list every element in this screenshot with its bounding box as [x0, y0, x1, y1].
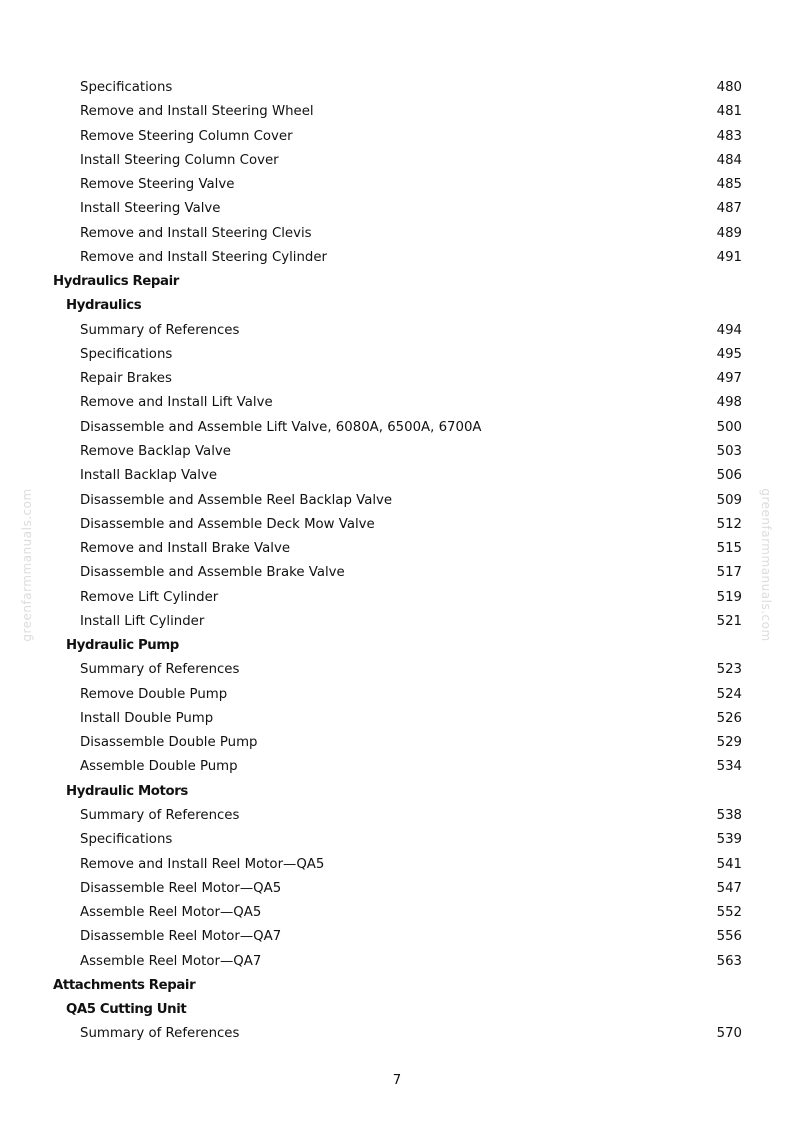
toc-entry-title: Remove and Install Reel Motor—QA5	[80, 856, 325, 872]
toc-entry-page: 524	[716, 686, 742, 702]
toc-entry[interactable]	[0, 197, 794, 221]
toc-entry-title: Attachments Repair	[53, 977, 196, 993]
toc-entry-title: Hydraulic Pump	[66, 638, 179, 654]
toc-entry[interactable]	[0, 683, 794, 707]
toc-entry[interactable]	[0, 561, 794, 585]
toc-entry[interactable]	[0, 319, 794, 343]
toc-entry-title: Disassemble and Assemble Lift Valve, 6080A, 6500A, 6700A	[80, 419, 482, 435]
toc-entry[interactable]	[0, 149, 794, 173]
table-of-contents	[0, 76, 794, 1047]
toc-entry-title: Install Lift Cylinder	[80, 613, 205, 629]
toc-entry[interactable]	[0, 1022, 794, 1046]
toc-entry[interactable]	[0, 658, 794, 682]
toc-entry[interactable]	[0, 367, 794, 391]
toc-subsection-heading[interactable]	[0, 998, 794, 1022]
toc-entry-page: 547	[716, 880, 742, 896]
toc-entry-page: 529	[716, 735, 742, 751]
toc-entry-page: 498	[716, 395, 742, 411]
toc-entry-page: 512	[716, 516, 742, 532]
toc-entry-page: 500	[716, 419, 742, 435]
toc-entry-title: Install Backlap Valve	[80, 468, 218, 484]
toc-entry-title: Remove Steering Column Cover	[80, 128, 293, 144]
toc-entry[interactable]	[0, 853, 794, 877]
toc-entry-page: 523	[716, 662, 742, 678]
toc-entry-title: Install Steering Valve	[80, 201, 221, 217]
toc-entry-title: Specifications	[80, 346, 173, 362]
toc-entry[interactable]	[0, 513, 794, 537]
toc-entry-title: Install Double Pump	[80, 710, 214, 726]
toc-entry-page: 519	[716, 589, 742, 605]
toc-entry-page: 534	[716, 759, 742, 775]
toc-entry[interactable]	[0, 901, 794, 925]
toc-entry-title: Assemble Reel Motor—QA5	[80, 905, 262, 921]
toc-entry-title: Hydraulics	[66, 298, 142, 314]
toc-entry-page: 541	[716, 856, 742, 872]
toc-entry-page: 521	[716, 613, 742, 629]
toc-entry-title: Summary of References	[80, 662, 240, 678]
toc-entry-title: Remove Backlap Valve	[80, 443, 231, 459]
toc-entry-title: Hydraulics Repair	[53, 274, 179, 290]
toc-entry-page: 526	[716, 710, 742, 726]
toc-subsection-heading[interactable]	[0, 294, 794, 318]
toc-section-heading[interactable]	[0, 974, 794, 998]
toc-entry-title: Repair Brakes	[80, 371, 172, 387]
toc-entry-title: Summary of References	[80, 807, 240, 823]
toc-entry-title: Disassemble Reel Motor—QA5	[80, 880, 282, 896]
toc-entry[interactable]	[0, 537, 794, 561]
toc-entry-title: Disassemble and Assemble Deck Mow Valve	[80, 516, 375, 532]
watermark-left: greenfarmmanuals.com	[20, 488, 34, 642]
toc-entry[interactable]	[0, 416, 794, 440]
toc-entry-title: Remove and Install Steering Clevis	[80, 225, 312, 241]
toc-entry-title: Remove Steering Valve	[80, 177, 235, 193]
toc-entry-page: 503	[716, 443, 742, 459]
toc-entry-page: 517	[716, 565, 742, 581]
toc-entry[interactable]	[0, 100, 794, 124]
toc-entry[interactable]	[0, 246, 794, 270]
toc-entry[interactable]	[0, 731, 794, 755]
toc-subsection-heading[interactable]	[0, 634, 794, 658]
toc-entry-page: 480	[716, 80, 742, 95]
toc-entry[interactable]	[0, 391, 794, 415]
toc-entry-title: Install Steering Column Cover	[80, 152, 279, 168]
toc-entry[interactable]	[0, 464, 794, 488]
watermark-right: greenfarmmanuals.com	[759, 488, 773, 642]
toc-entry[interactable]	[0, 804, 794, 828]
toc-entry-page: 497	[716, 371, 742, 387]
toc-entry-title: Disassemble and Assemble Brake Valve	[80, 565, 345, 581]
toc-entry-page: 563	[716, 953, 742, 969]
toc-entry-page: 552	[716, 905, 742, 921]
toc-entry-title: Remove Lift Cylinder	[80, 589, 219, 605]
toc-entry-title: Summary of References	[80, 322, 240, 338]
toc-entry[interactable]	[0, 877, 794, 901]
toc-entry-page: 483	[716, 128, 742, 144]
toc-entry[interactable]	[0, 950, 794, 974]
toc-entry-title: Hydraulic Motors	[66, 783, 188, 799]
toc-entry[interactable]	[0, 222, 794, 246]
toc-entry-title: Disassemble Double Pump	[80, 735, 258, 751]
toc-entry-page: 509	[716, 492, 742, 508]
toc-entry-page: 494	[716, 322, 742, 338]
toc-subsection-heading[interactable]	[0, 780, 794, 804]
toc-entry-page: 481	[716, 104, 742, 120]
toc-entry[interactable]	[0, 76, 794, 100]
toc-entry-title: Remove and Install Brake Valve	[80, 541, 291, 557]
toc-entry-page: 556	[716, 929, 742, 945]
toc-entry[interactable]	[0, 125, 794, 149]
toc-entry[interactable]	[0, 925, 794, 949]
toc-entry-page: 506	[716, 468, 742, 484]
toc-entry-title: Remove Double Pump	[80, 686, 228, 702]
toc-entry-title: Remove and Install Lift Valve	[80, 395, 273, 411]
toc-entry-page: 489	[716, 225, 742, 241]
toc-entry-page: 491	[716, 249, 742, 265]
toc-entry-title: Remove and Install Steering Cylinder	[80, 249, 328, 265]
toc-entry[interactable]	[0, 828, 794, 852]
toc-entry[interactable]	[0, 755, 794, 779]
toc-entry-title: Specifications	[80, 80, 173, 95]
toc-entry-title: Disassemble Reel Motor—QA7	[80, 929, 282, 945]
toc-entry-page: 515	[716, 541, 742, 557]
toc-entry-title: Disassemble and Assemble Reel Backlap Valve	[80, 492, 393, 508]
toc-entry-title: Assemble Double Pump	[80, 759, 238, 775]
toc-entry-title: Remove and Install Steering Wheel	[80, 104, 314, 120]
toc-entry-page: 539	[716, 832, 742, 848]
toc-entry-title: Summary of References	[80, 1026, 240, 1042]
toc-entry-page: 570	[716, 1026, 742, 1042]
toc-entry-title: Assemble Reel Motor—QA7	[80, 953, 262, 969]
toc-entry-title: Specifications	[80, 832, 173, 848]
toc-entry-page: 495	[716, 346, 742, 362]
toc-entry-page: 485	[716, 177, 742, 193]
toc-entry[interactable]	[0, 586, 794, 610]
toc-entry[interactable]	[0, 610, 794, 634]
toc-section-heading[interactable]	[0, 270, 794, 294]
toc-entry-title: QA5 Cutting Unit	[66, 1002, 187, 1018]
toc-entry[interactable]	[0, 707, 794, 731]
toc-entry-page: 538	[716, 807, 742, 823]
toc-entry[interactable]	[0, 489, 794, 513]
toc-entry[interactable]	[0, 440, 794, 464]
toc-entry-page: 487	[716, 201, 742, 217]
toc-entry[interactable]	[0, 173, 794, 197]
toc-entry[interactable]	[0, 343, 794, 367]
page-number: 7	[392, 1073, 402, 1088]
toc-entry-page: 484	[716, 152, 742, 168]
